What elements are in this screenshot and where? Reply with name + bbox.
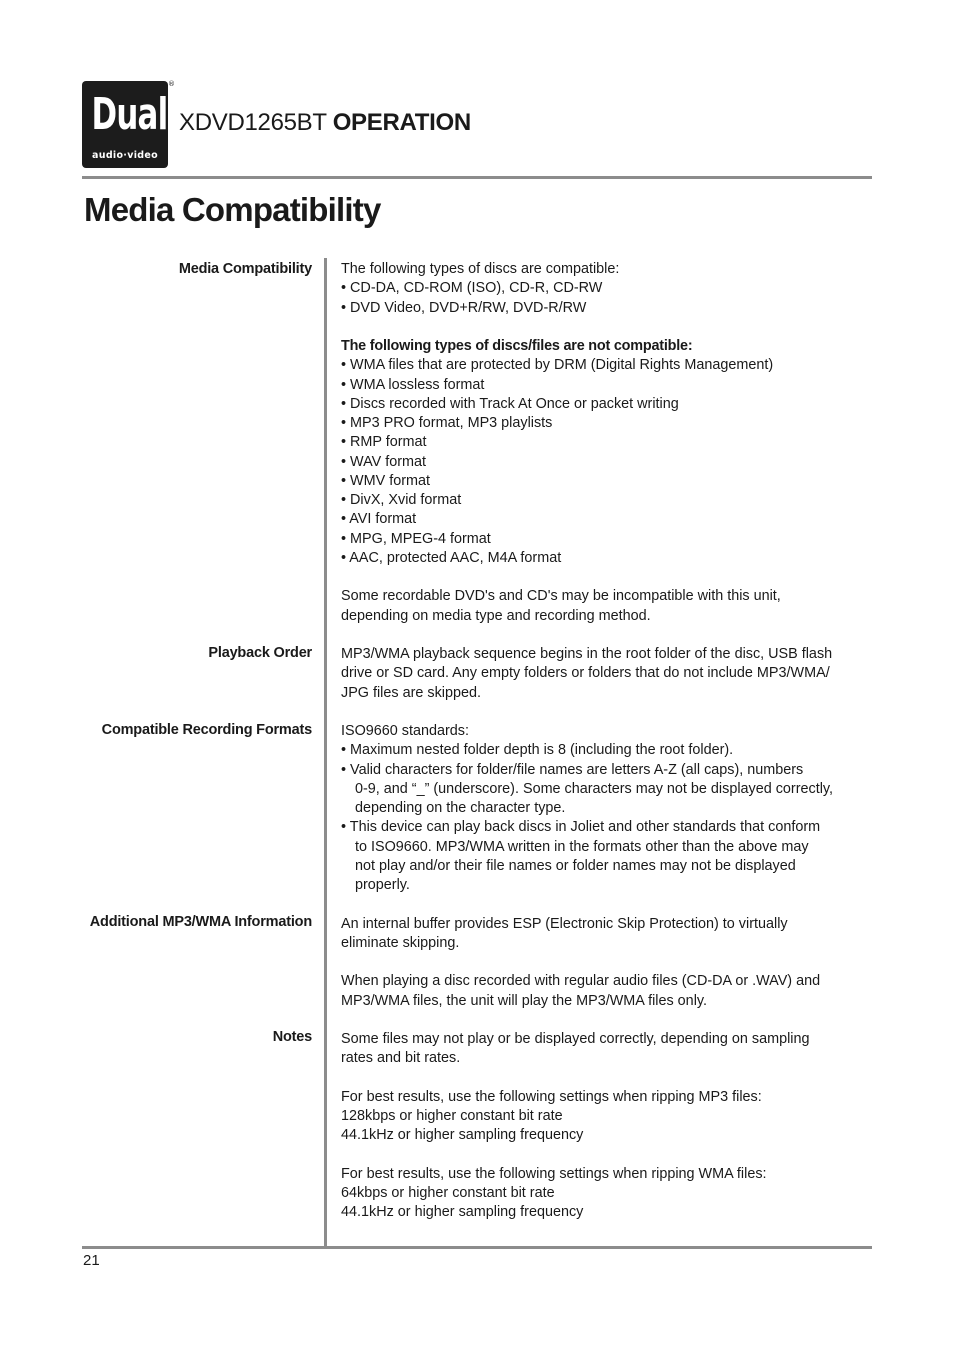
logo-tagline: audio·video [92, 150, 158, 161]
header-rule [82, 176, 872, 179]
body-line: drive or SD card. Any empty folders or folders that do not include MP3/WMA/ [341, 665, 830, 682]
body-line: 128kbps or higher constant bit rate [341, 1108, 563, 1124]
body-line: When playing a disc recorded with regular audio files (CD-DA or .WAV) and [341, 973, 821, 990]
list-item: • AAC, protected AAC, M4A format [341, 549, 562, 566]
list-item-continuation: not play and/or their file names or folder names may not be displayed [355, 857, 796, 874]
body-line: For best results, use the following settings when ripping WMA files: [341, 1165, 767, 1182]
body-line: 44.1kHz or higher sampling frequency [341, 1204, 584, 1221]
page-number: 21 [83, 1252, 100, 1269]
list-item: • Valid characters for folder/file names are letters A-Z (all caps), numbers [341, 761, 804, 778]
registered-mark: ® [168, 80, 175, 88]
label-notes: Notes [272, 1029, 312, 1045]
body-line: Some files may not play or be displayed correctly, depending on sampling [341, 1031, 810, 1047]
body-line: eliminate skipping. [341, 934, 460, 951]
column-divider [324, 258, 327, 1247]
list-item-continuation: depending on the character type. [355, 800, 566, 816]
list-item-continuation: to ISO9660. MP3/WMA written in the formats other than the above may [355, 838, 809, 855]
list-item: • WAV format [341, 453, 426, 470]
list-item: • WMA files that are protected by DRM (Digital Rights Management) [341, 357, 774, 374]
label-playback-order: Playback Order [208, 645, 312, 661]
body-line: MP3/WMA playback sequence begins in the root folder of the disc, USB flash [341, 646, 833, 662]
label-media-compatibility: Media Compatibility [178, 261, 312, 277]
body-line: ISO9660 standards: [341, 723, 469, 739]
header-operation: OPERATION [332, 109, 471, 136]
list-item: • AVI format [341, 511, 417, 528]
body-text [341, 260, 871, 1223]
body-line: The following types of discs are compatible: [341, 261, 620, 277]
list-item: • Maximum nested folder depth is 8 (including the root folder). [341, 742, 734, 759]
subheading: The following types of discs/files are not compatible: [341, 338, 693, 354]
brand-logo [82, 81, 168, 168]
body-line: 64kbps or higher constant bit rate [341, 1185, 555, 1201]
list-item-continuation: properly. [355, 877, 410, 893]
body-line: For best results, use the following settings when ripping MP3 files: [341, 1088, 762, 1105]
list-item: • MPG, MPEG-4 format [341, 530, 491, 547]
header-model: XDVD1265BT [179, 109, 327, 136]
list-item: • CD-DA, CD-ROM (ISO), CD-R, CD-RW [341, 280, 603, 297]
header-title [179, 107, 471, 139]
list-item-continuation: 0-9, and “_” (underscore). Some characters may not be displayed correctly, [355, 780, 834, 797]
label-additional-mp3-wma: Additional MP3/WMA Information [89, 914, 312, 930]
page-title: Media Compatibility [84, 191, 381, 228]
logo-wordmark: Dual [91, 89, 168, 140]
body-line: JPG files are skipped. [341, 684, 481, 701]
body-line: Some recordable DVD's and CD's may be incompatible with this unit, [341, 588, 781, 605]
list-item: • WMV format [341, 472, 430, 489]
list-item: • Discs recorded with Track At Once or packet writing [341, 395, 679, 412]
body-line: An internal buffer provides ESP (Electronic Skip Protection) to virtually [341, 915, 788, 932]
label-compatible-recording-formats: Compatible Recording Formats [101, 722, 312, 738]
body-line: 44.1kHz or higher sampling frequency [341, 1127, 584, 1144]
body-line: depending on media type and recording method. [341, 607, 651, 624]
footer-rule [82, 1246, 872, 1249]
list-item: • WMA lossless format [341, 376, 485, 393]
list-item: • DivX, Xvid format [341, 492, 462, 508]
list-item: • MP3 PRO format, MP3 playlists [341, 415, 553, 431]
list-item: • DVD Video, DVD+R/RW, DVD-R/RW [341, 299, 587, 316]
list-item: • RMP format [341, 434, 427, 451]
body-line: rates and bit rates. [341, 1050, 461, 1067]
body-line: MP3/WMA files, the unit will play the MP3/WMA files only. [341, 992, 708, 1009]
list-item: • This device can play back discs in Joliet and other standards that conform [341, 819, 821, 836]
